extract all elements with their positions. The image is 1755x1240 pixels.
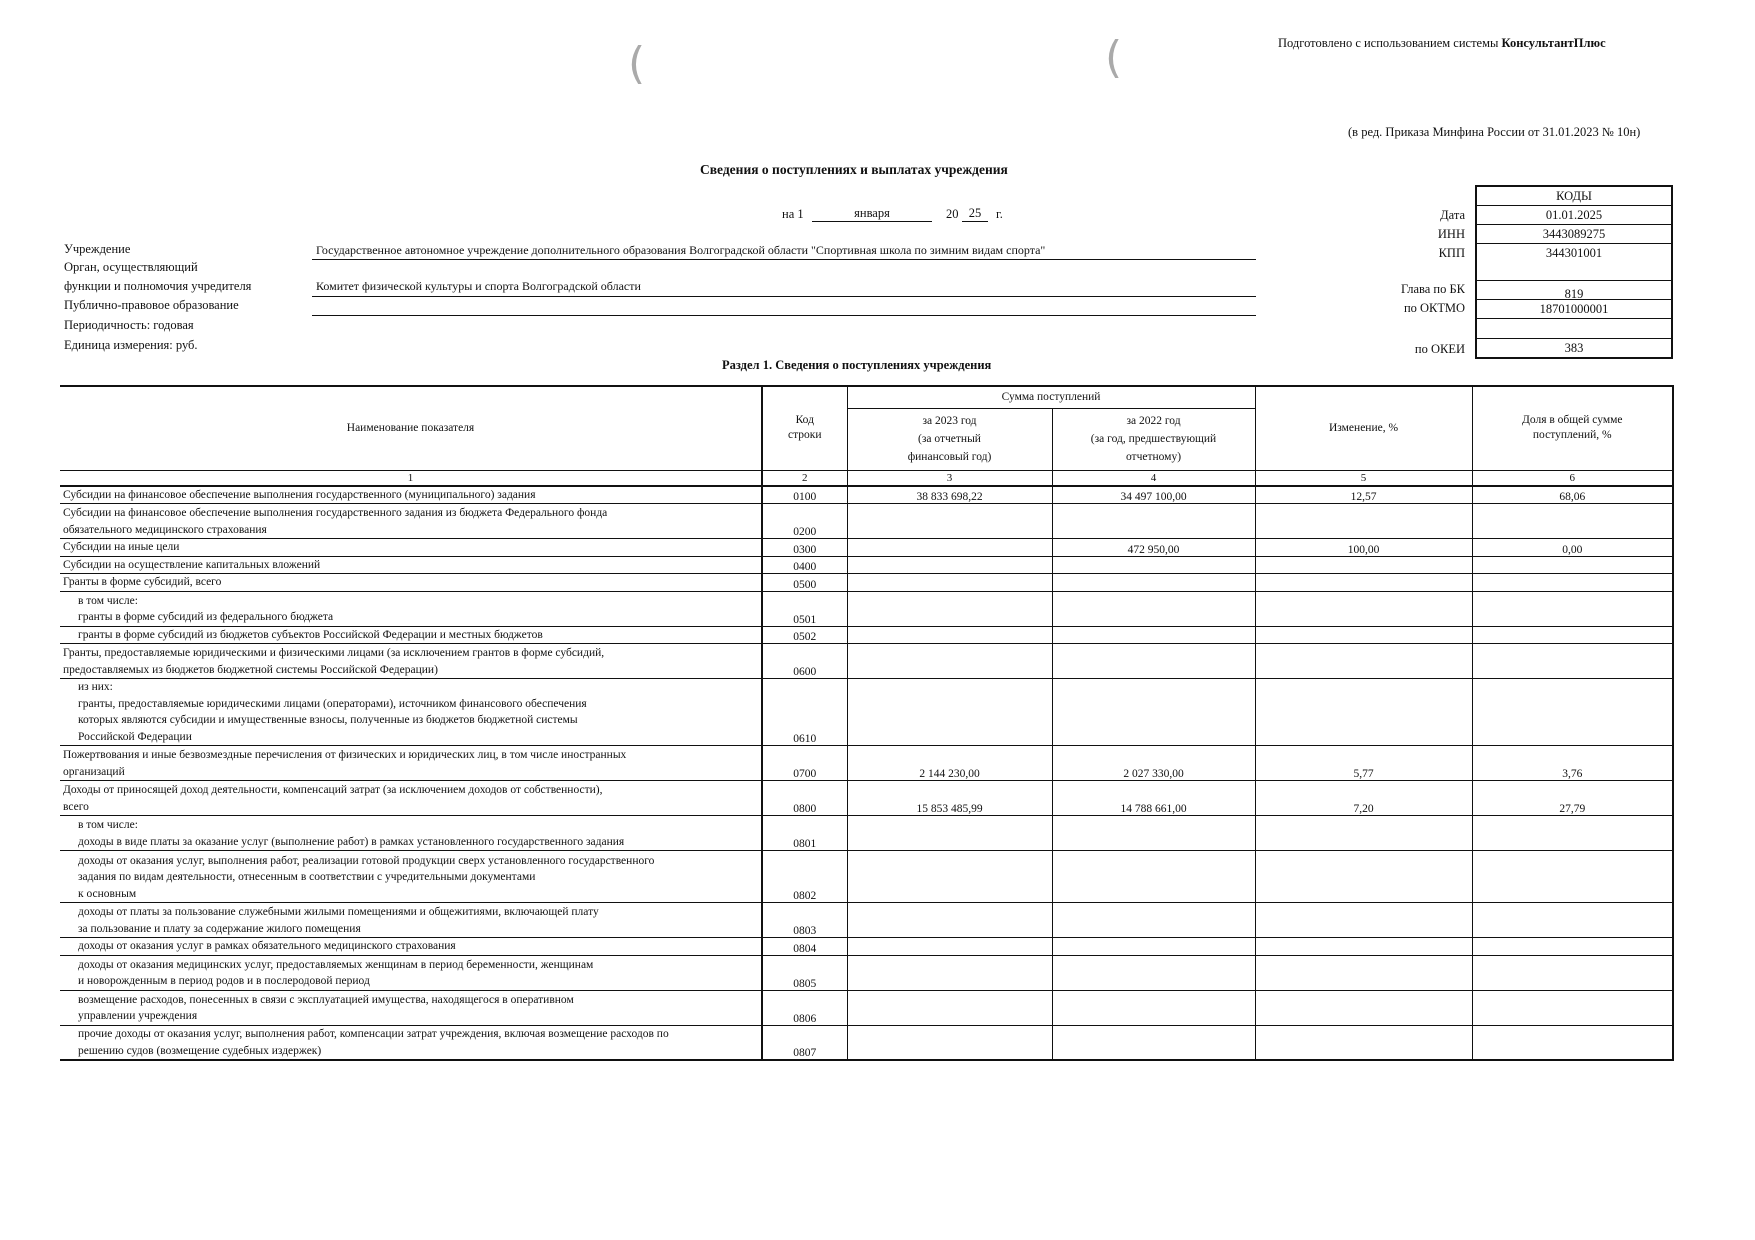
row-code: 0100 [762, 486, 847, 504]
row-code: 0610 [762, 679, 847, 746]
unit: Единица измерения: руб. [64, 338, 198, 352]
row-sum-2023 [847, 644, 1052, 679]
table-row [60, 990, 1673, 1025]
founder-label-1: Орган, осуществляющий [64, 260, 198, 274]
row-sum-2023 [847, 903, 1052, 938]
row-sum-2023 [847, 955, 1052, 990]
punch-mark-right: ( [1105, 32, 1123, 83]
row-sum-2022 [1052, 556, 1255, 574]
row-change [1255, 556, 1472, 574]
row-share: 68,06 [1472, 486, 1673, 504]
row-share [1472, 504, 1673, 539]
row-name: доходы от оказания услуг, выполнения работ, реализации готовой продукции сверх установленного государственного задания по видам деятельности, отнесенным в соответствии с учредительными документами к основным [60, 851, 762, 903]
row-name: доходы от оказания медицинских услуг, предоставляемых женщинам в период беременности, женщинам и новорожденным в период родов и в послеродовой период [60, 955, 762, 990]
row-name: Субсидии на финансовое обеспечение выполнения государственного (муниципального) задания [60, 486, 762, 504]
code-label-bk: Глава по БК [1400, 282, 1465, 296]
punch-mark-left: ( [628, 38, 646, 89]
table-row [60, 851, 1673, 903]
row-code: 0803 [762, 903, 847, 938]
row-code: 0502 [762, 626, 847, 644]
row-name: Гранты в форме субсидий, всего [60, 574, 762, 592]
row-sum-2023 [847, 539, 1052, 557]
row-name: Субсидии на финансовое обеспечение выполнения государственного задания из бюджета Федерального фонда обязательного медицинского страхования [60, 504, 762, 539]
table-row [60, 816, 1673, 851]
table-row [60, 955, 1673, 990]
table-row [60, 539, 1673, 557]
col-number-2: 2 [762, 470, 847, 486]
row-change [1255, 990, 1472, 1025]
code-label-okei: по ОКЕИ [1414, 342, 1465, 356]
row-change [1255, 574, 1472, 592]
table-row [60, 626, 1673, 644]
row-name: доходы от платы за пользование служебными жилыми помещениями и общежитиями, включающей плату за пользование и плату за содержание жилого помещения [60, 903, 762, 938]
founder-underline [312, 296, 1256, 297]
codes-header: КОДЫ [1477, 187, 1671, 206]
row-sum-2022 [1052, 816, 1255, 851]
row-share [1472, 851, 1673, 903]
row-name: в том числе: доходы в виде платы за оказание услуг (выполнение работ) в рамках установленного государственного задания [60, 816, 762, 851]
table-row [60, 781, 1673, 816]
row-change: 7,20 [1255, 781, 1472, 816]
row-code: 0802 [762, 851, 847, 903]
table-row [60, 903, 1673, 938]
date-year-prefix: 20 [946, 207, 959, 221]
row-name: Пожертвования и иные безвозмездные перечисления от физических и юридических лиц, в том числе иностранных организаций [60, 746, 762, 781]
code-label-oktmo: по ОКТМО [1403, 301, 1465, 315]
row-change [1255, 851, 1472, 903]
row-share: 27,79 [1472, 781, 1673, 816]
col-number-3: 3 [847, 470, 1052, 486]
col-number-4: 4 [1052, 470, 1255, 486]
public-entity-label: Публично-правовое образование [64, 298, 239, 312]
table-row [60, 591, 1673, 626]
row-code: 0501 [762, 591, 847, 626]
row-share [1472, 903, 1673, 938]
table-row [60, 1025, 1673, 1060]
row-code: 0200 [762, 504, 847, 539]
row-sum-2022 [1052, 504, 1255, 539]
table-row [60, 938, 1673, 956]
document-title: Сведения о поступлениях и выплатах учреждения [700, 162, 1008, 177]
date-suffix: г. [996, 207, 1003, 221]
periodicity: Периодичность: годовая [64, 318, 194, 332]
section-title: Раздел 1. Сведения о поступлениях учреждения [722, 358, 992, 372]
head-change: Изменение, % [1255, 386, 1472, 470]
head-name: Наименование показателя [60, 386, 762, 470]
table-row [60, 556, 1673, 574]
row-code: 0400 [762, 556, 847, 574]
row-name: возмещение расходов, понесенных в связи с эксплуатацией имущества, находящегося в оперативном управлении учреждения [60, 990, 762, 1025]
code-label-kpp: КПП [1438, 246, 1465, 260]
row-name: прочие доходы от оказания услуг, выполнения работ, компенсации затрат учреждения, включая возмещение расходов по решению судов (возмещение судебных издержек) [60, 1025, 762, 1060]
row-share [1472, 816, 1673, 851]
public-entity-underline [312, 315, 1256, 316]
row-sum-2022: 472 950,00 [1052, 539, 1255, 557]
row-name: Доходы от приносящей доход деятельности, компенсаций затрат (за исключением доходов от собственности), всего [60, 781, 762, 816]
row-sum-2022 [1052, 938, 1255, 956]
head-share: Доля в общей сумме поступлений, % [1472, 386, 1673, 470]
row-sum-2023 [847, 626, 1052, 644]
codes-box [1475, 185, 1673, 359]
row-name: в том числе: гранты в форме субсидий из федерального бюджета [60, 591, 762, 626]
row-change [1255, 679, 1472, 746]
row-sum-2023 [847, 504, 1052, 539]
row-sum-2023 [847, 990, 1052, 1025]
row-code: 0801 [762, 816, 847, 851]
row-code: 0805 [762, 955, 847, 990]
row-change [1255, 816, 1472, 851]
row-sum-2022: 34 497 100,00 [1052, 486, 1255, 504]
row-name: Субсидии на осуществление капитальных вложений [60, 556, 762, 574]
row-change [1255, 1025, 1472, 1060]
row-change: 12,57 [1255, 486, 1472, 504]
col-number-6: 6 [1472, 470, 1673, 486]
head-sum-group: Сумма поступлений [847, 386, 1255, 408]
receipts-table [60, 385, 1674, 1061]
founder-value: Комитет физической культуры и спорта Волгоградской области [316, 279, 641, 293]
row-sum-2023 [847, 816, 1052, 851]
code-label-date: Дата [1440, 208, 1465, 222]
row-sum-2023 [847, 938, 1052, 956]
row-change [1255, 938, 1472, 956]
row-sum-2022 [1052, 903, 1255, 938]
row-sum-2022 [1052, 591, 1255, 626]
founder-label-2: функции и полномочия учредителя [64, 279, 252, 293]
row-share: 3,76 [1472, 746, 1673, 781]
row-share [1472, 955, 1673, 990]
head-2023: за 2023 год (за отчетный финансовый год) [847, 408, 1052, 470]
col-number-5: 5 [1255, 470, 1472, 486]
row-code: 0800 [762, 781, 847, 816]
code-label-inn: ИНН [1437, 227, 1465, 241]
row-sum-2022 [1052, 679, 1255, 746]
row-share: 0,00 [1472, 539, 1673, 557]
row-sum-2022 [1052, 626, 1255, 644]
row-sum-2022 [1052, 1025, 1255, 1060]
code-value-inn: 3443089275 [1477, 225, 1671, 244]
row-share [1472, 644, 1673, 679]
row-sum-2022 [1052, 990, 1255, 1025]
code-value-bk: 819 [1477, 281, 1671, 300]
row-share [1472, 990, 1673, 1025]
table-row [60, 644, 1673, 679]
row-share [1472, 591, 1673, 626]
row-code: 0700 [762, 746, 847, 781]
row-code: 0807 [762, 1025, 847, 1060]
edition-note: (в ред. Приказа Минфина России от 31.01.2023 № 10н) [1348, 125, 1641, 139]
code-value-oktmo: 18701000001 [1477, 300, 1671, 319]
code-value-kpp: 344301001 [1477, 244, 1671, 281]
row-name: гранты в форме субсидий из бюджетов субъектов Российской Федерации и местных бюджетов [60, 626, 762, 644]
row-sum-2023: 2 144 230,00 [847, 746, 1052, 781]
table-row [60, 679, 1673, 746]
row-sum-2022: 14 788 661,00 [1052, 781, 1255, 816]
row-share [1472, 938, 1673, 956]
row-change: 100,00 [1255, 539, 1472, 557]
row-code: 0500 [762, 574, 847, 592]
row-change: 5,77 [1255, 746, 1472, 781]
row-code: 0600 [762, 644, 847, 679]
row-share [1472, 679, 1673, 746]
row-name: Субсидии на иные цели [60, 539, 762, 557]
row-name: доходы от оказания услуг в рамках обязательного медицинского страхования [60, 938, 762, 956]
row-change [1255, 903, 1472, 938]
row-share [1472, 556, 1673, 574]
table-row [60, 486, 1673, 504]
institution-value: Государственное автономное учреждение дополнительного образования Волгоградской области "Спортивная школа по зимним видам спорта" [316, 243, 1046, 257]
code-value-blank [1477, 319, 1671, 339]
row-sum-2022 [1052, 955, 1255, 990]
head-code: Код строки [762, 386, 847, 470]
table-row [60, 746, 1673, 781]
row-sum-2023: 15 853 485,99 [847, 781, 1052, 816]
table-row [60, 504, 1673, 539]
row-sum-2022: 2 027 330,00 [1052, 746, 1255, 781]
row-name: из них: гранты, предоставляемые юридическими лицами (операторами), источником финансового обеспечения которых являются субсидии и имущественные взносы, полученные из бюджетов бюджетной системы Российской Федерации [60, 679, 762, 746]
row-code: 0804 [762, 938, 847, 956]
col-number-1: 1 [60, 470, 762, 486]
row-sum-2023 [847, 591, 1052, 626]
table-row [60, 574, 1673, 592]
row-change [1255, 504, 1472, 539]
row-share [1472, 626, 1673, 644]
date-prefix: на 1 [782, 207, 804, 221]
row-sum-2022 [1052, 644, 1255, 679]
row-share [1472, 1025, 1673, 1060]
code-value-okei: 383 [1564, 341, 1584, 355]
row-code: 0300 [762, 539, 847, 557]
prepared-note: Подготовлено с использованием системы КонсультантПлюс [1278, 36, 1606, 50]
row-sum-2023 [847, 679, 1052, 746]
row-change [1255, 626, 1472, 644]
row-code: 0806 [762, 990, 847, 1025]
row-change [1255, 591, 1472, 626]
row-change [1255, 955, 1472, 990]
row-sum-2023 [847, 556, 1052, 574]
row-sum-2023 [847, 574, 1052, 592]
institution-label: Учреждение [64, 242, 131, 256]
date-month: января [812, 206, 932, 222]
row-sum-2023: 38 833 698,22 [847, 486, 1052, 504]
head-2022: за 2022 год (за год, предшествующий отчетному) [1052, 408, 1255, 470]
row-sum-2022 [1052, 574, 1255, 592]
row-sum-2023 [847, 851, 1052, 903]
institution-underline [312, 259, 1256, 260]
code-value-date: 01.01.2025 [1477, 206, 1671, 225]
row-name: Гранты, предоставляемые юридическими и физическими лицами (за исключением грантов в форме субсидий, предоставляемых из бюджетов бюджетной системы Российской Федерации) [60, 644, 762, 679]
date-year: 25 [962, 206, 988, 222]
row-share [1472, 574, 1673, 592]
row-sum-2022 [1052, 851, 1255, 903]
row-change [1255, 644, 1472, 679]
row-sum-2023 [847, 1025, 1052, 1060]
